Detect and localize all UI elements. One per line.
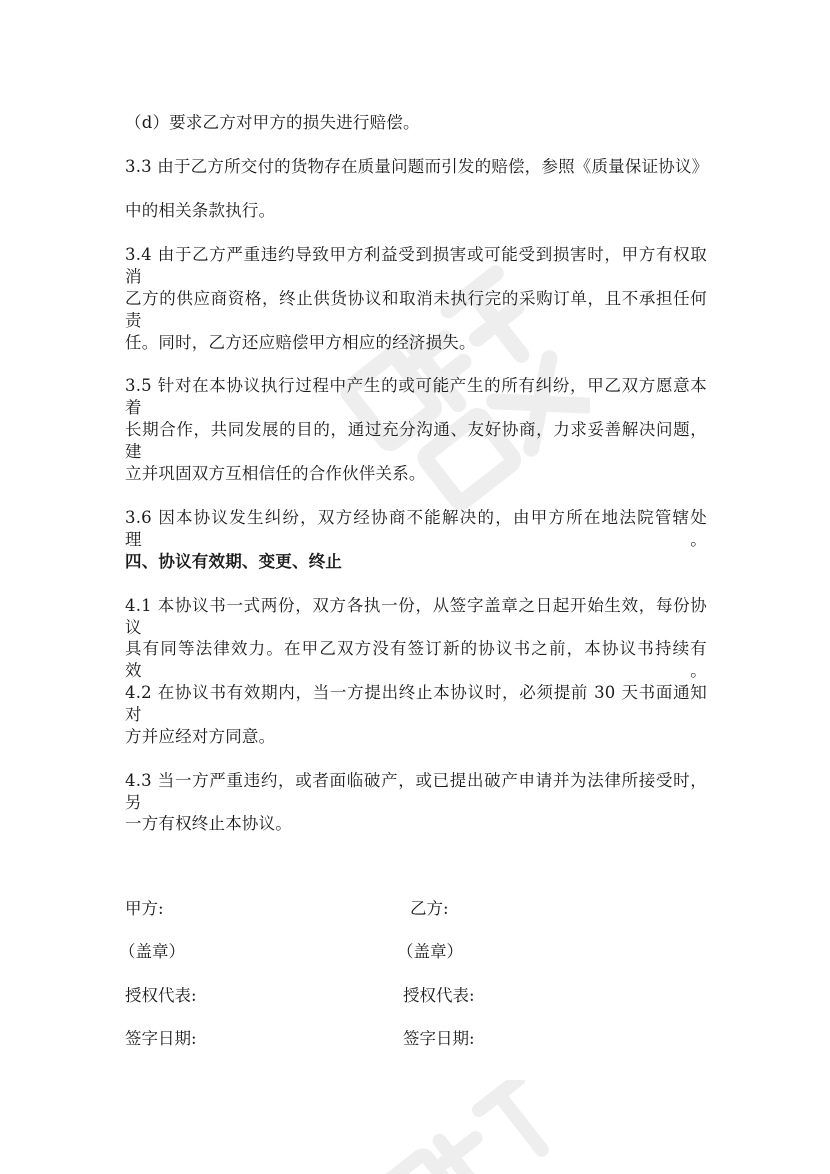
party-b-representative: 授权代表:: [403, 986, 475, 1005]
clause-4-2-line-2: 方并应经对方同意。: [125, 727, 276, 746]
clause-3-5-line-2: 长期合作，共同发展的目的，通过充分沟通、友好协商，力求妥善解决问题，建: [125, 420, 707, 461]
clause-4-3-line-1: 4.3 当一方严重违约，或者面临破产，或已提出破产申请并为法律所接受时，另: [125, 771, 707, 812]
section-4-heading: 四、协议有效期、变更、终止: [125, 552, 343, 571]
party-b-sign-date: 签字日期:: [403, 1029, 475, 1048]
clause-3-4-line-2: 乙方的供应商资格，终止供货协议和取消未执行完的采购订单，且不承担任何责: [125, 289, 707, 330]
clause-3-4-line-3: 任。同时，乙方还应赔偿甲方相应的经济损失。: [125, 333, 476, 352]
clause-3-2-d: （d）要求乙方对甲方的损失进行赔偿。: [125, 113, 420, 132]
clause-3-4-line-1: 3.4 由于乙方严重违约导致甲方利益受到损害或可能受到损害时，甲方有权取消: [125, 245, 707, 286]
clause-4-1-line-1: 4.1 本协议书一式两份，双方各执一份，从签字盖章之日起开始生效，每份协议: [125, 596, 707, 637]
watermark-graphic-bottom: [360, 1080, 600, 1174]
party-b-label: 乙方:: [410, 899, 449, 918]
party-a-label: 甲方:: [125, 899, 164, 918]
clause-4-2-line-1: 4.2 在协议书有效期内，当一方提出终止本协议时，必须提前 30 天书面通知对: [125, 683, 707, 724]
party-a-representative: 授权代表:: [125, 986, 197, 1005]
clause-3-5-line-1: 3.5 针对在本协议执行过程中产生的或可能产生的所有纠纷，甲乙双方愿意本着: [125, 376, 707, 417]
party-b-seal: （盖章）: [397, 942, 463, 961]
clause-4-1-line-2: 具有同等法律效力。在甲乙双方没有签订新的协议书之前，本协议书持续有效。: [125, 639, 707, 680]
clause-3-3-line-2: 中的相关条款执行。: [125, 201, 276, 220]
party-a-sign-date: 签字日期:: [125, 1029, 197, 1048]
clause-3-6: 3.6 因本协议发生纠纷，双方经协商不能解决的，由甲方所在地法院管辖处理。: [125, 508, 707, 549]
party-a-seal: （盖章）: [119, 942, 185, 961]
clause-3-3-line-1: 3.3 由于乙方所交付的货物存在质量问题而引发的赔偿，参照《质量保证协议》: [125, 157, 709, 176]
clause-3-5-line-3: 立并巩固双方互相信任的合作伙伴关系。: [125, 464, 426, 483]
clause-4-3-line-2: 一方有权终止本协议。: [125, 814, 292, 833]
